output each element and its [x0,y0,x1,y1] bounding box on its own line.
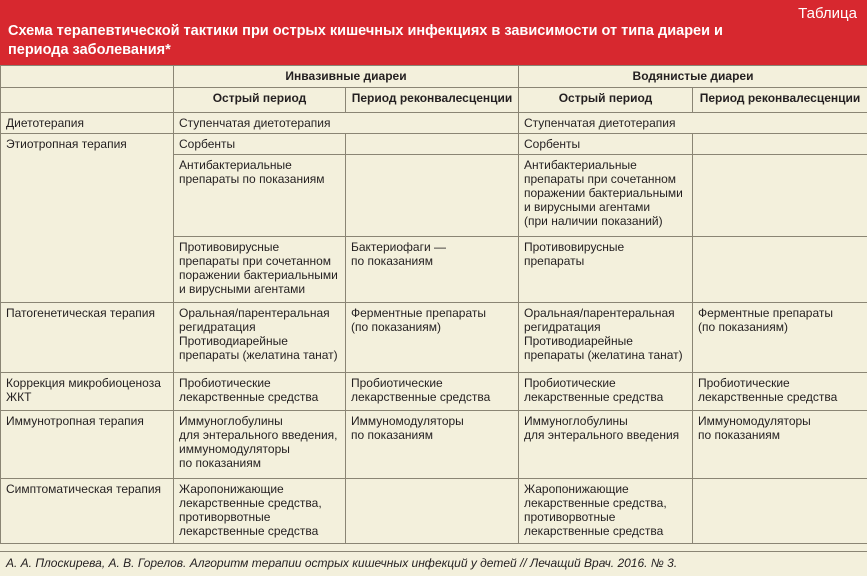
table-cell: Сорбенты [174,134,346,155]
column-header-acute: Острый период [519,88,693,113]
table-cell [346,155,519,237]
table-cell: Иммуноглобулины для энтерального введения [519,411,693,479]
source-citation: А. А. Плоскирева, А. В. Горелов. Алгоритм терапии острых кишечных инфекций у детей // Лечащий Врач. 2016. № 3. [0,551,867,576]
table-cell: Противовирусные препараты при сочетанном поражении бактериальными и вирусными агентами [174,237,346,303]
table-row [1,411,867,479]
column-header-recovery: Период реконвалесценции [346,88,519,113]
row-label: Коррекция микробиоценоза ЖКТ [1,373,174,411]
table-cell: Жаропонижающие лекарственные средства, противорвотные лекарственные средства [519,479,693,544]
row-label: Патогенетическая терапия [1,303,174,373]
table-cell [346,134,519,155]
empty-corner-cell [1,88,174,113]
table-cell: Оральная/парентеральная регидратация Противодиарейные препараты (желатина танат) [519,303,693,373]
table-cell: Ферментные препараты (по показаниям) [346,303,519,373]
table-cell: Иммуноглобулины для энтерального введения, иммуномодуляторы по показаниям [174,411,346,479]
column-header-recovery: Период реконвалесценции [693,88,867,113]
table-cell [693,237,867,303]
table-cell: Пробиотические лекарственные средства [174,373,346,411]
table-cell: Ступенчатая диетотерапия [519,113,867,134]
therapy-table [0,65,867,544]
table-cell: Иммуномодуляторы по показаниям [346,411,519,479]
column-header-acute: Острый период [174,88,346,113]
table-cell: Оральная/парентеральная регидратация Противодиарейные препараты (желатина танат) [174,303,346,373]
table-cell: Ступенчатая диетотерапия [174,113,519,134]
table-row [1,113,867,134]
table-row [1,88,867,113]
row-label: Этиотропная терапия [1,134,174,303]
table-header [0,0,867,65]
table-row [1,303,867,373]
table-cell [346,479,519,544]
table-row [1,479,867,544]
table-cell: Антибактериальные препараты при сочетанном поражении бактериальными и вирусными агентами (при наличии показаний) [519,155,693,237]
row-label: Симптоматическая терапия [1,479,174,544]
row-label: Диетотерапия [1,113,174,134]
table-title: Схема терапевтической тактики при острых кишечных инфекциях в зависимости от типа диареи и периода заболевания* [8,23,723,58]
column-group-watery: Водянистые диареи [519,66,867,88]
table-cell: Пробиотические лекарственные средства [346,373,519,411]
table-cell [693,479,867,544]
table-tag: Таблица [798,5,857,22]
table-cell: Противовирусные препараты [519,237,693,303]
table-cell: Ферментные препараты (по показаниям) [693,303,867,373]
table-row [1,373,867,411]
table-cell: Антибактериальные препараты по показаниям [174,155,346,237]
table-row [1,66,867,88]
table-cell: Иммуномодуляторы по показаниям [693,411,867,479]
table-cell: Пробиотические лекарственные средства [519,373,693,411]
table-cell: Сорбенты [519,134,693,155]
table-cell: Жаропонижающие лекарственные средства, противорвотные лекарственные средства [174,479,346,544]
table-cell [693,155,867,237]
row-label: Иммунотропная терапия [1,411,174,479]
table-row [1,134,867,155]
empty-corner-cell [1,66,174,88]
table-cell: Бактериофаги — по показаниям [346,237,519,303]
table-cell: Пробиотические лекарственные средства [693,373,867,411]
column-group-invasive: Инвазивные диареи [174,66,519,88]
table-cell [693,134,867,155]
